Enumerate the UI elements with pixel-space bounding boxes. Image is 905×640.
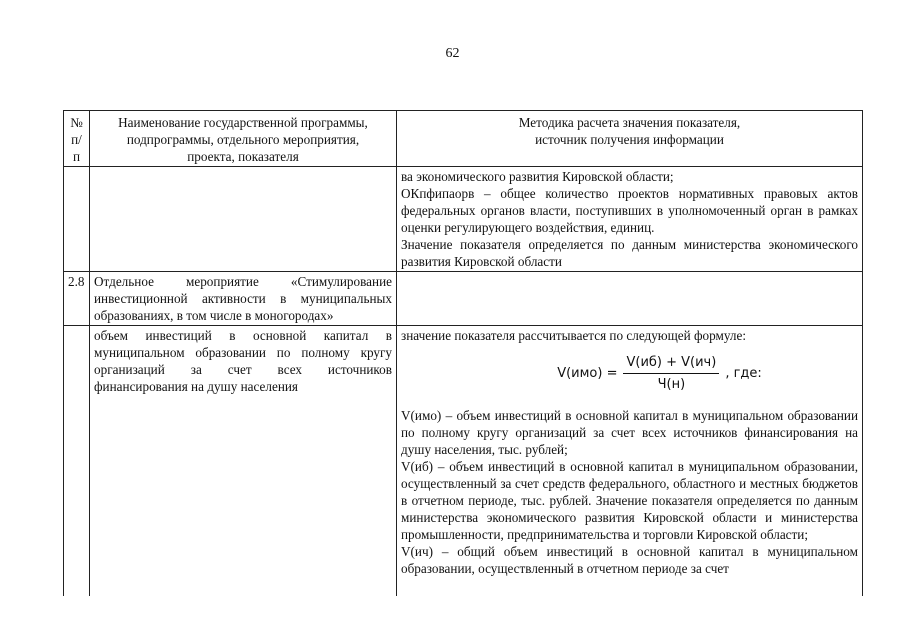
formula bbox=[461, 354, 858, 393]
method-text: ОКпфипаорв – общее количество проектов нормативных правовых актов федеральных органов власти, поступивших в уполномоченный орган в рамках оценки регулирующего воздействия, единиц. bbox=[401, 186, 858, 235]
method-text: Значение показателя определяется по данным министерства экономического развития Кировской области bbox=[401, 237, 858, 269]
formula-numerator: V(иб) + V(ич) bbox=[623, 354, 719, 374]
table-header-row bbox=[64, 111, 863, 167]
header-method-line: источник получения информации bbox=[535, 132, 724, 147]
formula-denominator: Ч(н) bbox=[657, 377, 686, 392]
cell-name-empty bbox=[90, 167, 397, 272]
definition-text: V(имо) – объем инвестиций в основной капитал в муниципальном образовании по полному кругу организаций за счет всех источников финансирования на душу населения, тыс. рублей; bbox=[401, 408, 858, 457]
cell-num-empty bbox=[64, 167, 90, 272]
cell-method-empty bbox=[397, 272, 863, 326]
indicator-table bbox=[63, 110, 863, 596]
definition-text: V(иб) – объем инвестиций в основной капитал в муниципальном образовании, осуществленный за счет средств федерального, областного и местных бюджетов в отчетном периоде, тыс. рублей. Значение показателя определяется по данным министерства экономического развития Кировской области и министерства промышленности, предпринимательства и торговли Кировской области; bbox=[401, 459, 858, 542]
formula-lhs: V(имо) = bbox=[557, 366, 618, 381]
cell-num: 2.8 bbox=[64, 272, 90, 326]
cell-method-continuation bbox=[397, 167, 863, 272]
table-row-continuation bbox=[64, 167, 863, 272]
method-intro: значение показателя рассчитывается по следующей формуле: bbox=[401, 328, 747, 343]
page-number: 62 bbox=[445, 46, 460, 61]
cell-num-empty bbox=[64, 326, 90, 597]
header-num-line: п/п bbox=[71, 132, 82, 164]
header-method-line: Методика расчета значения показателя, bbox=[518, 115, 741, 130]
table-row-indicator bbox=[64, 326, 863, 597]
header-name-line: подпрограммы, отдельного мероприятия, bbox=[126, 132, 360, 147]
table-row-2-8 bbox=[64, 272, 863, 326]
method-text: ва экономического развития Кировской области; bbox=[401, 169, 674, 184]
formula-fraction bbox=[623, 354, 719, 393]
formula-suffix: , где: bbox=[725, 366, 762, 381]
header-num bbox=[64, 111, 90, 167]
header-name-line: проекта, показателя bbox=[187, 149, 299, 164]
header-name bbox=[90, 111, 397, 167]
cell-method-formula bbox=[397, 326, 863, 597]
header-name-line: Наименование государственной программы, bbox=[118, 115, 368, 130]
cell-name-measure: Отдельное мероприятие «Стимулирование инвестиционной активности в муниципальных образованиях, в том числе в моногородах» bbox=[90, 272, 397, 326]
header-method bbox=[397, 111, 863, 167]
cell-name-indicator: объем инвестиций в основной капитал в муниципальном образовании по полному кругу организаций за счет всех источников финансирования на душу населения bbox=[90, 326, 397, 597]
definition-text: V(ич) – общий объем инвестиций в основной капитал в муниципальном образовании, осуществленный в отчетном периоде за счет bbox=[401, 544, 858, 576]
header-num-line: № bbox=[70, 115, 83, 130]
